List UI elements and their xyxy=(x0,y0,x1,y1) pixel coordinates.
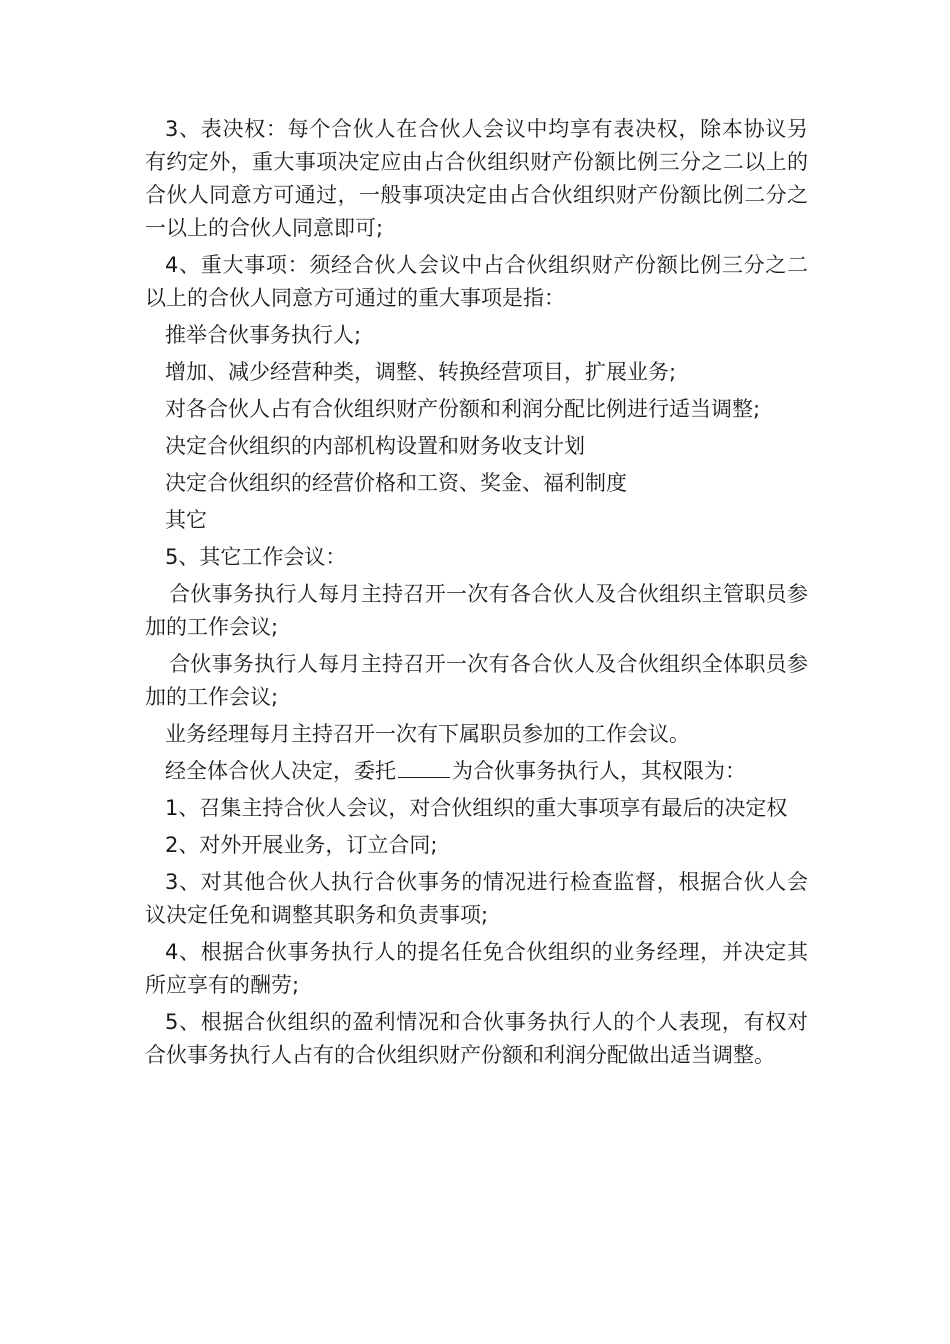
power-item-4: 4、根据合伙事务执行人的提名任免合伙组织的业务经理，并决定其所应享有的酬劳; xyxy=(145,940,808,997)
power-item-3: 3、对其他合伙人执行合伙事务的情况进行检查监督，根据合伙人会议决定任免和调整其职务和负责事项; xyxy=(145,870,808,927)
paragraph-major-matters: 4、重大事项：须经合伙人会议中占合伙组织财产份额比例三分之二以上的合伙人同意方可通过的重大事项是指： xyxy=(145,253,808,310)
list-item-share-adjustment: 对各合伙人占有合伙组织财产份额和利润分配比例进行适当调整; xyxy=(165,397,761,421)
list-item-internal-structure: 决定合伙组织的内部机构设置和财务收支计划 xyxy=(165,434,585,458)
paragraph-meeting-all-staff: 合伙事务执行人每月主持召开一次有各合伙人及合伙组织全体职员参加的工作会议; xyxy=(145,652,808,709)
paragraph-other-meetings: 5、其它工作会议： xyxy=(165,545,347,569)
power-item-1: 1、召集主持合伙人会议，对合伙组织的重大事项享有最后的决定权 xyxy=(165,796,788,820)
appointee-blank xyxy=(398,757,450,778)
list-item-business-scope: 增加、减少经营种类，调整、转换经营项目，扩展业务; xyxy=(165,360,677,384)
appointment-suffix: 为合伙事务执行人，其权限为： xyxy=(452,759,746,783)
power-item-2: 2、对外开展业务，订立合同; xyxy=(165,833,438,857)
document-body xyxy=(145,113,808,1076)
list-item-other: 其它 xyxy=(165,508,207,532)
paragraph-meeting-managers: 合伙事务执行人每月主持召开一次有各合伙人及合伙组织主管职员参加的工作会议; xyxy=(145,582,808,639)
list-item-pricing-wages: 决定合伙组织的经营价格和工资、奖金、福利制度 xyxy=(165,471,627,495)
paragraph-meeting-subordinates: 业务经理每月主持召开一次有下属职员参加的工作会议。 xyxy=(165,722,690,746)
list-item-elect-executor: 推举合伙事务执行人; xyxy=(165,323,362,347)
power-item-5: 5、根据合伙组织的盈利情况和合伙事务执行人的个人表现，有权对合伙事务执行人占有的合伙组织财产份额和利润分配做出适当调整。 xyxy=(145,1010,808,1067)
paragraph-appointment xyxy=(145,755,808,788)
paragraph-voting-rights: 3、表决权：每个合伙人在合伙人会议中均享有表决权，除本协议另有约定外，重大事项决定应由占合伙组织财产份额比例三分之二以上的合伙人同意方可通过，一般事项决定由占合伙组织财产份额比例二分之一以上的合伙人同意即可; xyxy=(145,117,808,240)
appointment-prefix: 经全体合伙人决定，委托 xyxy=(165,759,396,783)
